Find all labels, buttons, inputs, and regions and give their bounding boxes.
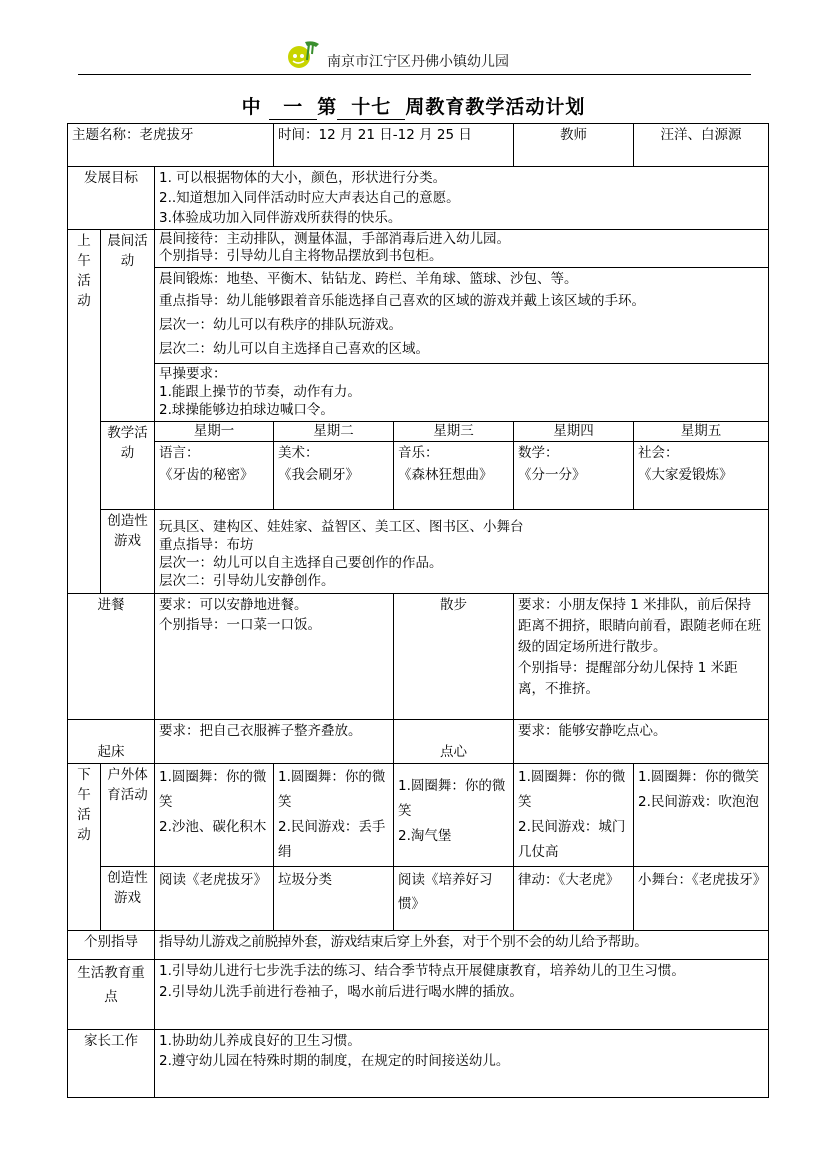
life-line: 2.引导幼儿洗手前进行卷袖子，喝水前后进行喝水牌的插放。 [159, 984, 523, 1000]
morning-reception-row [68, 230, 769, 268]
outdoor-tue: 1.圆圈舞：你的微笑 2.民间游戏：丢手绢 [274, 764, 394, 867]
teacher-names: 汪洋、白源源 [634, 124, 769, 167]
theme-cell: 主题名称：老虎拔牙 [68, 124, 274, 167]
weekday-thu: 星期四 [514, 422, 634, 442]
drill-line: 2.球操能够边拍球边喊口令。 [159, 402, 334, 418]
school-name: 南京市江宁区丹佛小镇幼儿园 [327, 54, 509, 70]
afternoon-outdoor-row [68, 764, 769, 867]
walk-label: 散步 [394, 594, 514, 720]
drill-line: 早操要求： [159, 366, 227, 382]
afternoon-section-label: 下午活动 [68, 764, 101, 931]
goal-line: 2..知道想加入同伴活动时应大声表达自己的意愿。 [159, 190, 460, 206]
reception-content [155, 230, 769, 268]
page-header [0, 38, 827, 78]
header-divider [78, 74, 751, 75]
snack-label: 点心 [394, 720, 514, 764]
reception-line: 晨间接待：主动排队，测量体温，手部消毒后进入幼儿园。 [159, 231, 510, 247]
parents-line: 2.遵守幼儿园在特殊时期的制度，在规定的时间接送幼儿。 [159, 1053, 510, 1069]
morning-activity-label: 晨间活动 [101, 230, 155, 422]
creative-pm-fri: 小舞台：《老虎拔牙》 [634, 867, 769, 931]
title-class-number: 一 [269, 92, 317, 120]
life-line: 1.引导幼儿进行七步洗手法的练习、结合季节特点开展健康教育，培养幼儿的卫生习惯。 [159, 963, 685, 979]
creative-line: 层次一：幼儿可以自主选择自己要创作的作品。 [159, 555, 443, 571]
meal-label: 进餐 [68, 594, 155, 720]
meal-content [155, 594, 394, 720]
time-cell: 时间：12 月 21 日-12 月 25 日 [274, 124, 514, 167]
teaching-thu: 数学： 《分一分》 [514, 442, 634, 510]
afternoon-creative-label: 创造性游戏 [101, 867, 155, 931]
exercise-line: 重点指导：幼儿能够跟着音乐能选择自己喜欢的区域的游戏并戴上该区域的手环。 [159, 293, 645, 309]
wakeup-label: 起床 [68, 720, 155, 764]
title-suffix: 周教育教学活动计划 [405, 96, 586, 118]
meal-row [68, 594, 769, 720]
page-title [0, 92, 827, 120]
info-row [68, 124, 769, 167]
exercise-line: 层次二：幼儿可以自主选择自己喜欢的区域。 [159, 341, 429, 357]
teacher-label: 教师 [514, 124, 634, 167]
exercise-line: 晨间锻炼：地垫、平衡木、钻钻龙、跨栏、羊角球、篮球、沙包、等。 [159, 271, 578, 287]
exercise-line: 层次一：幼儿可以有秩序的排队玩游戏。 [159, 317, 402, 333]
outdoor-thu: 1.圆圈舞：你的微笑 2.民间游戏：城门几仗高 [514, 764, 634, 867]
creative-line: 层次二：引导幼儿安静创作。 [159, 573, 335, 589]
weekday-wed: 星期三 [394, 422, 514, 442]
title-prefix: 中 [241, 96, 262, 118]
title-week-number: 十七 [337, 92, 405, 120]
weekday-mon: 星期一 [155, 422, 274, 442]
creative-am-row [68, 510, 769, 594]
parents-label: 家长工作 [68, 1030, 155, 1098]
meal-line: 个别指导：一口菜一口饭。 [159, 617, 321, 633]
snack-content: 要求：能够安静吃点心。 [514, 720, 769, 764]
life-row [68, 960, 769, 1030]
teaching-wed: 音乐： 《森林狂想曲》 [394, 442, 514, 510]
life-label: 生活教育重 点 [68, 960, 155, 1030]
morning-drill-row [68, 364, 769, 422]
creative-am-label: 创造性游戏 [101, 510, 155, 594]
weekday-header-row [68, 422, 769, 442]
walk-line: 个别指导：提醒部分幼儿保持 1 米距离，不推挤。 [518, 660, 738, 697]
drill-content [155, 364, 769, 422]
goal-line: 1. 可以根据物体的大小，颜色，形状进行分类。 [159, 170, 447, 186]
weekday-tue: 星期二 [274, 422, 394, 442]
creative-pm-mon: 阅读《老虎拔牙》 [155, 867, 274, 931]
exercise-content [155, 268, 769, 364]
wakeup-content: 要求：把自己衣服裤子整齐叠放。 [155, 720, 394, 764]
teaching-mon: 语言： 《牙齿的秘密》 [155, 442, 274, 510]
parents-line: 1.协助幼儿养成良好的卫生习惯。 [159, 1033, 361, 1049]
creative-pm-wed: 阅读《培养好习惯》 [394, 867, 514, 931]
outdoor-label: 户外体育活动 [101, 764, 155, 867]
parents-content [155, 1030, 769, 1098]
outdoor-fri: 1.圆圈舞：你的微笑 2.民间游戏：吹泡泡 [634, 764, 769, 867]
creative-pm-thu: 律动：《大老虎》 [514, 867, 634, 931]
teaching-tue: 美术： 《我会刷牙》 [274, 442, 394, 510]
goals-row [68, 167, 769, 230]
morning-exercise-row [68, 268, 769, 364]
afternoon-creative-row [68, 867, 769, 931]
creative-pm-tue: 垃圾分类 [274, 867, 394, 931]
weekly-plan-table [67, 123, 769, 1098]
wakeup-row [68, 720, 769, 764]
outdoor-mon: 1.圆圈舞：你的微笑 2.沙池、碳化积木 [155, 764, 274, 867]
reception-line: 个别指导：引导幼儿自主将物品摆放到书包柜。 [159, 248, 443, 264]
drill-line: 1.能跟上操节的节奏，动作有力。 [159, 384, 361, 400]
creative-am-content [155, 510, 769, 594]
teaching-label: 教学活动 [101, 422, 155, 510]
teaching-fri: 社会： 《大家爱锻炼》 [634, 442, 769, 510]
meal-line: 要求：可以安静地进餐。 [159, 597, 308, 613]
school-logo-icon [283, 38, 323, 70]
title-mid: 第 [317, 96, 338, 118]
weekday-fri: 星期五 [634, 422, 769, 442]
life-content [155, 960, 769, 1030]
teaching-row [68, 442, 769, 510]
walk-content [514, 594, 769, 720]
parents-row [68, 1030, 769, 1098]
individual-row [68, 931, 769, 960]
goals-content [155, 167, 769, 230]
walk-line: 要求：小朋友保持 1 米排队，前后保持距离不拥挤，眼睛向前看，跟随老师在班级的固定场所进行散步。 [518, 597, 761, 655]
goal-line: 3.体验成功加入同伴游戏所获得的快乐。 [159, 210, 402, 226]
individual-content: 指导幼儿游戏之前脱掉外套，游戏结束后穿上外套，对于个别不会的幼儿给予帮助。 [155, 931, 769, 960]
individual-label: 个别指导 [68, 931, 155, 960]
creative-line: 玩具区、建构区、娃娃家、益智区、美工区、图书区、小舞台 [159, 519, 524, 535]
morning-section-label: 上午活动 [68, 230, 101, 594]
outdoor-wed: 1.圆圈舞：你的微笑 2.淘气堡 [394, 764, 514, 867]
creative-line: 重点指导：布坊 [159, 537, 254, 553]
goals-label: 发展目标 [68, 167, 155, 230]
